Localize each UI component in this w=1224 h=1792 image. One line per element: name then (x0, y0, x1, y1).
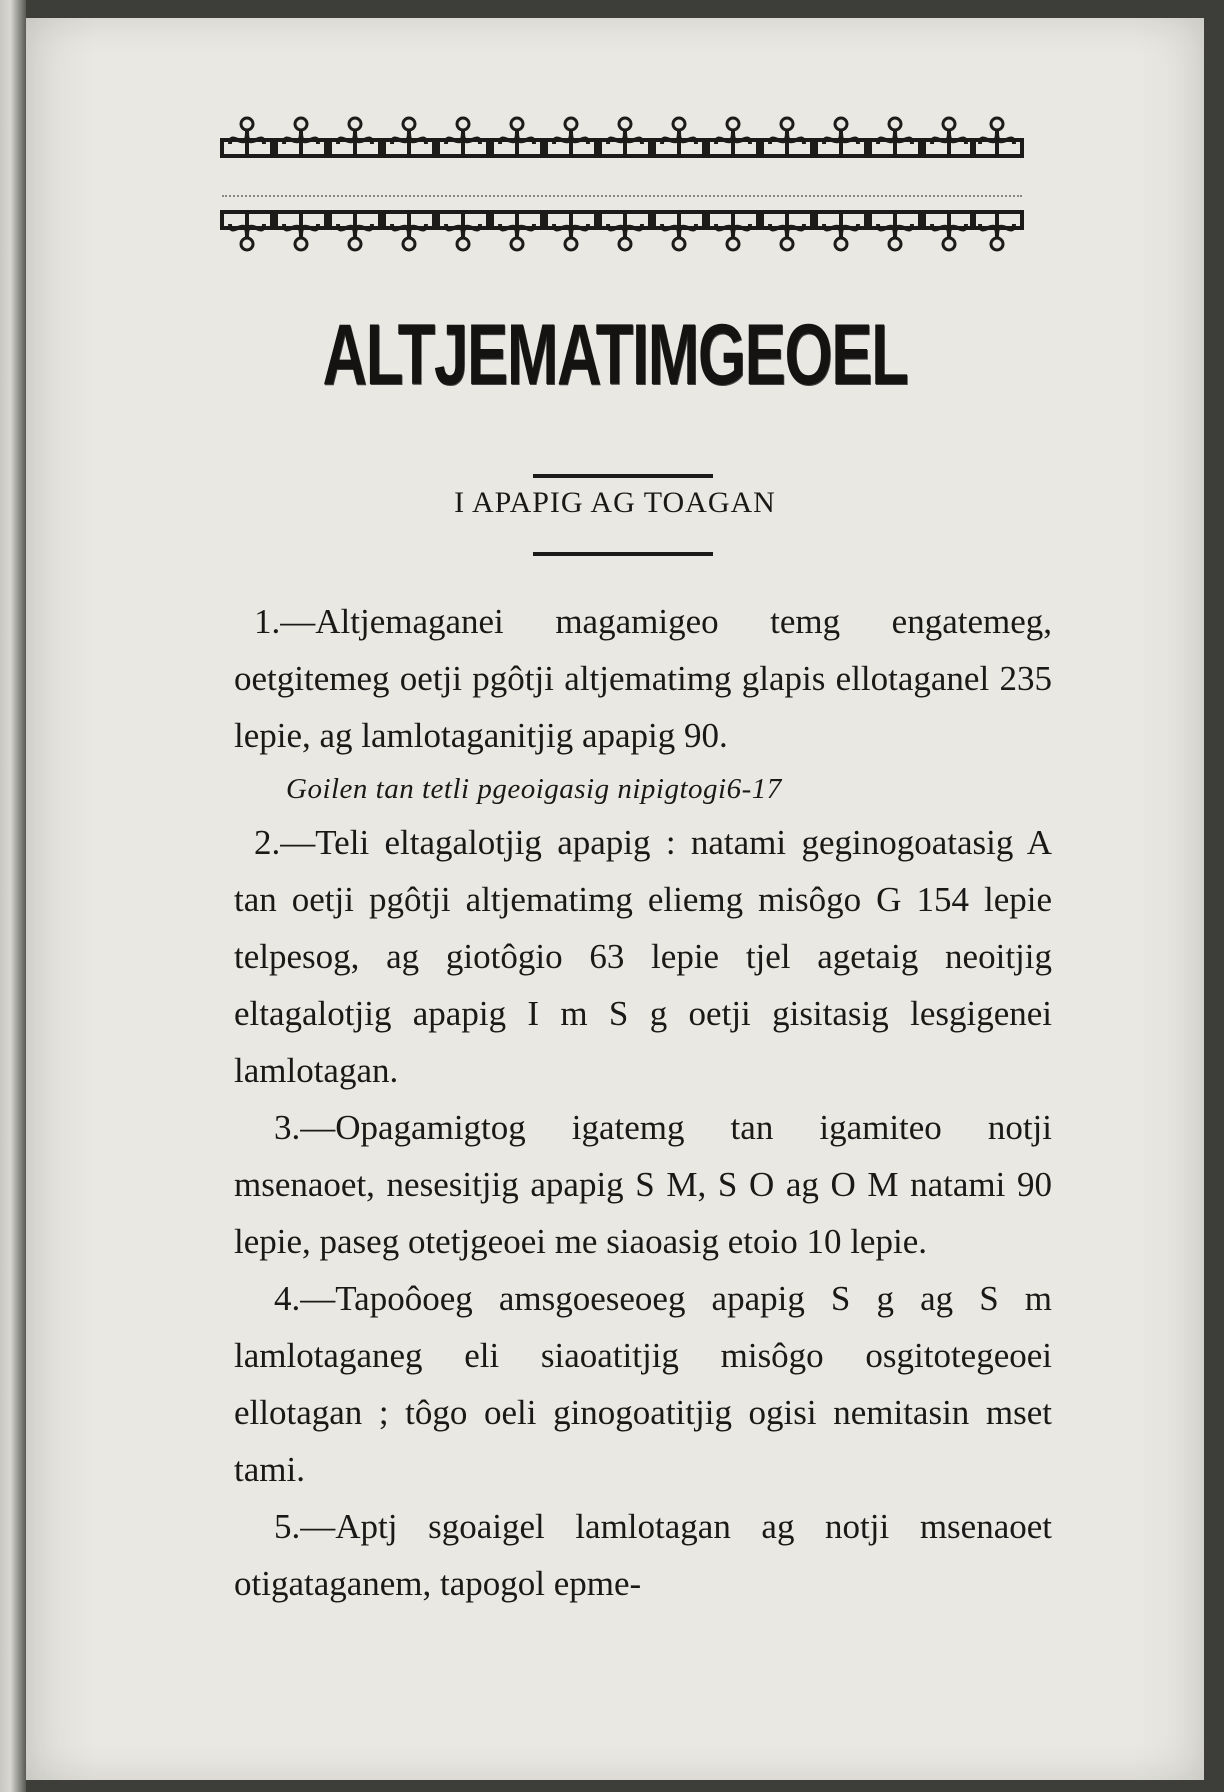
paragraph-number: 2. (254, 823, 281, 862)
paragraph-number: 3. (274, 1108, 301, 1147)
title-rule-bottom (533, 552, 713, 556)
paragraph-2 (234, 814, 1052, 1099)
paragraph-number: 4. (274, 1279, 301, 1318)
paragraph-text: —Tapoôoeg amsgoeseoeg apapig S g ag S m lamlotaganeg eli siaoatitjig misôgo osgitotegeoei ellotagan ; tôgo oeli ginogoatitjig ogisi nemitasin mset tami. (234, 1279, 1052, 1489)
paragraph-1 (234, 593, 1052, 764)
handwritten-note: Goilen tan tetli pgeoigasig nipigtogi6-17 (286, 773, 782, 805)
paragraph-number: 1. (254, 602, 281, 641)
paragraph-text: —Aptj sgoaigel lamlotagan ag notji msenaoet otigataganem, tapogol epme- (234, 1507, 1052, 1603)
book-page (26, 18, 1204, 1780)
page-subtitle: I APAPIG AG TOAGAN (454, 486, 776, 519)
paragraph-5 (234, 1498, 1052, 1612)
ornament-top-border (220, 114, 1024, 184)
title-rule-top (533, 474, 713, 478)
binding-edge (0, 0, 26, 1792)
ornament-bottom-border (220, 184, 1024, 254)
paragraph-text: —Altjemaganei magamigeo temg engatemeg, oetgitemeg oetji pgôtji altjematimg glapis ellotaganel 235 lepie, ag lamlotaganitjig apapig 90. (234, 602, 1052, 755)
paragraph-number: 5. (274, 1507, 301, 1546)
body-text (234, 593, 1052, 1612)
paragraph-4 (234, 1270, 1052, 1498)
page-title: ALTJEMATIMGEOEL (322, 307, 908, 403)
paragraph-3 (234, 1099, 1052, 1270)
paragraph-text: —Teli eltagalotjig apapig : natami geginogoatasig A tan oetji pgôtji altjematimg eliemg misôgo G 154 lepie telpesog, ag giotôgio 63 lepie tjel agetaig neoitjig eltagalotjig apapig I m S g oetji gisitasig lesgigenei lamlotagan. (234, 823, 1052, 1090)
paragraph-text: —Opagamigtog igatemg tan igamiteo notji msenaoet, nesesitjig apapig S M, S O ag O M natami 90 lepie, paseg otetjgeoei me siaoasig etoio 10 lepie. (234, 1108, 1052, 1261)
